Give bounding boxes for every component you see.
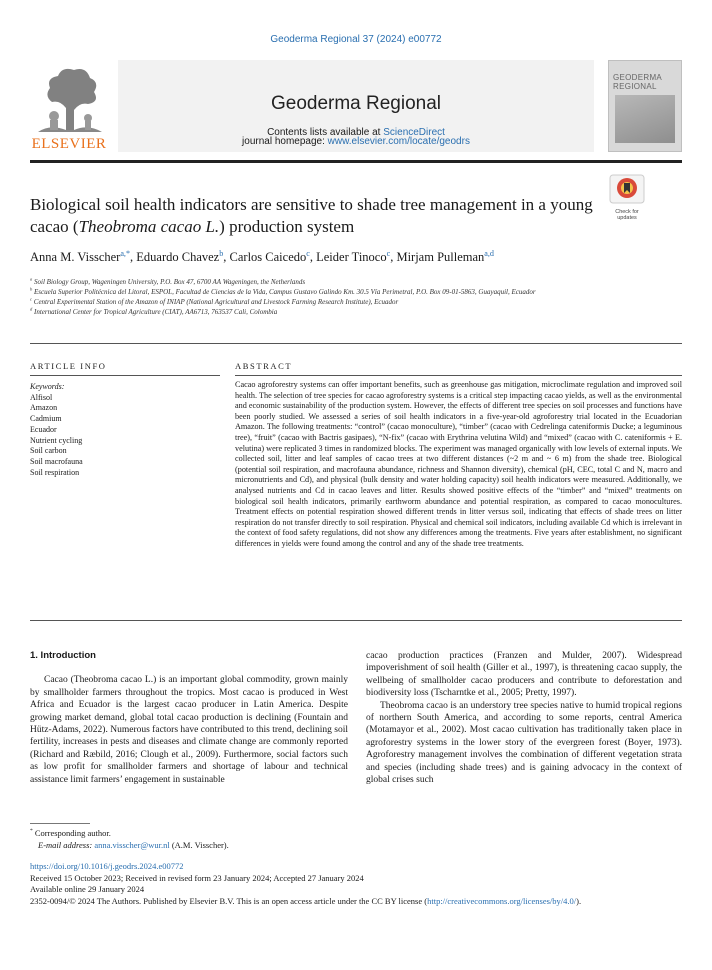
keyword[interactable]: Alfisol (30, 392, 53, 402)
intro-heading: 1. Introduction (30, 650, 96, 661)
cover-title-line1: GEODERMA (613, 73, 663, 82)
keyword[interactable]: Ecuador (30, 424, 57, 434)
article-title (30, 194, 600, 238)
keywords (30, 382, 83, 478)
intro-paragraph: Theobroma cacao is an understory tree species native to humid tropical regions of northern South America, and according to some reports, central America (Motamayor et al., 2002). Most cacao cultivation has traditionally taken place in agroforestry systems in the lower story of the evergreen forest (Boyer, 1973). Agroforestry management involves the combination of different vegetation strata and species (including shade trees) and is gaining advocacy in the context of global crises such (366, 700, 682, 786)
abstract-rule (235, 375, 682, 376)
title-part1: Biological soil health indicators are sensitive to shade tree management in a young cacao ( (30, 195, 593, 236)
abstract-heading: ABSTRACT (235, 361, 293, 371)
crossmark-icon (609, 174, 645, 204)
keyword[interactable]: Cadmium (30, 414, 62, 424)
available-online: Available online 29 January 2024 (30, 884, 145, 894)
journal-cover-image (608, 60, 682, 152)
abstract-text: Cacao agroforestry systems can offer important benefits, such as greenhouse gas mitigation, microclimate regulation and improved soil health. The selection of tree species for cacao agroforestry systems is a critical step impacting cacao yields, as well as the environmental and economic sustainability of the production system. However, the effects of different tree species on soil processes and functions have been poorly studied. We assessed a series of soil health indicators in a five-year-old agroforestry trial located in the Ecuadorian Amazon. The following treatments: “control” (cacao monoculture), “timber” (cacao with Cedrelinga cateniformis Ducke; a leguminous tree), “fruit” (cacao with Bactris gasipaes), “N-fix” (cacao with Erythrina velutina Wild) and “mixed” (cacao with C. cateniformis + E. velutina) were replicated 3 times in randomized blocks. The experiment was managed organically with low levels of external inputs. We collected soil, litter and leaf samples of cacao trees at two different distances (~2 m and ~ 6 m) from the shade tree. Biological (potential soil respiration, and macrofauna abundance, richness and Shannon diversity), chemical (pH, CEC, total C and N, macro and micronutrients and Cd), and physical (bulk density and water holding capacity) soil health indicators were measured. Additionally, we analysed nutrients and Cd in cacao leaves and litter. Results showed positive effects of the “timber” and “mixed” treatments on biological soil health indicators, primarily earthworm abundance and potential respiration, as compared to cacao monocultures. Treatment effects on potential respiration showed different trends in litter versus soil, indicating that effects of shade trees on litter respiration do not transfer directly to soil respiration. Physical and chemical soil indicators, including available Cd which is irrelevant in the context of food safety regulations, did not show any differences among the treatments. Five years after establishment, no significant differences in yields were found among the control and any of the shade tree treatments. (235, 380, 682, 548)
author[interactable]: Carlos Caicedo$^c$, (229, 248, 317, 264)
license-line: 2352-0094/© 2024 The Authors. Published by Elsevier B.V. This is an open access article under the CC BY license (http://creativecommons.org/licenses/by/4.0/). (30, 895, 582, 906)
license-link[interactable]: http://creativecommons.org/licenses/by/4.0/ (427, 895, 577, 906)
doi-link[interactable]: https://doi.org/10.1016/j.geodrs.2024.e00772 (30, 861, 184, 871)
article-footer (30, 861, 690, 907)
article-info-rule (30, 375, 220, 376)
affiliation-list (30, 277, 600, 317)
header-rule (30, 160, 682, 163)
contents-prefix: Contents lists available at (267, 127, 384, 138)
journal-name: Geoderma Regional (270, 93, 442, 114)
intro-paragraph: cacao production practices (Franzen and Mulder, 2007). Widespread impoverishment of soil health (Giller et al., 1997), is threatening cacao supply, the wellbeing of smallholder cacao producers and contribute to deforestation and biodiversity loss (Tscharntke et al., 2005; Pretty, 1997). (366, 651, 682, 699)
article-info-heading: ARTICLE INFO (30, 361, 107, 371)
intro-right-column (366, 650, 682, 786)
keyword[interactable]: Amazon (30, 403, 58, 413)
homepage-line (118, 136, 594, 147)
sciencedirect-link[interactable]: ScienceDirect (383, 127, 445, 138)
elsevier-logo (30, 60, 108, 152)
cover-title (613, 73, 662, 91)
author[interactable]: Anna M. Visscher$^{a,*}$, (30, 248, 137, 264)
check-for-updates-button[interactable] (609, 174, 645, 221)
abstract-end-rule (30, 620, 682, 621)
received-dates: Received 15 October 2023; Received in revised form 23 January 2024; Accepted 27 January 2024 (30, 872, 364, 883)
email-link[interactable]: anna.visscher@wur.nl (94, 839, 170, 850)
keyword[interactable]: Soil respiration (30, 467, 80, 477)
author-list (30, 250, 494, 265)
author[interactable]: Leider Tinoco$^c$, (316, 248, 397, 264)
intro-paragraph: Cacao (Theobroma cacao L.) is an important global commodity, grown mainly by smallholder farmers throughout the tropics. Most cacao is produced in West Africa and Ecuador is the largest cacao producer in Latin America. Despite growing market demand, global total cacao production is declining (Fountain and Hütz-Adams, 2022). Numerous factors have contributed to this trend, declining soil fertility, increases in pests and diseases and climate change are commonly reported (Richard and Ræbild, 2016; Clough et al., 2009). Furthermore, social factors such as low profit for smallholder farmers and shortage of labour and technical assistance limit farmers’ engagement in sustainable (30, 675, 348, 785)
title-species: Theobroma cacao L. (78, 217, 220, 236)
footnote (30, 828, 229, 851)
journal-citation[interactable]: Geoderma Regional 37 (2024) e00772 (270, 34, 442, 45)
keyword[interactable]: Nutrient cycling (30, 435, 83, 445)
publisher-logo-text: ELSEVIER (31, 136, 107, 152)
footnote-rule (30, 823, 90, 824)
author[interactable]: Mirjam Pulleman$^{a,d}$ (396, 248, 494, 264)
email-line: E-mail address: anna.visscher@wur.nl (A.M. Visscher). (38, 839, 229, 850)
journal-header (118, 60, 594, 152)
affiliation: $^d$ International Center for Tropical Agriculture (CIAT), AA6713, 763537 Cali, Colombia (30, 306, 278, 316)
keyword[interactable]: Soil macrofauna (30, 456, 83, 466)
homepage-link[interactable]: www.elsevier.com/locate/geodrs (327, 136, 470, 147)
corresponding-author-note: * Corresponding author. (30, 828, 111, 838)
crossmark-label: Check for updates (615, 209, 639, 221)
title-part2: ) production system (219, 217, 355, 236)
affiliation: $^b$ Escuela Superior Politécnica del Litoral, ESPOL, Facultad de Ciencias de la Vida, Campus Gustavo Galindo Km. 30.5 Vía Perimetral, P.O. Box 09-01-5863, Guayaquil, Ecuador (30, 286, 536, 296)
cover-title-line2: REGIONAL (613, 82, 657, 91)
keyword[interactable]: Soil carbon (30, 446, 67, 456)
affiliation: $^a$ Soil Biology Group, Wageningen University, P.O. Box 47, 6700 AA Wageningen, the Netherlands (30, 276, 306, 286)
affiliation-rule (30, 343, 682, 344)
intro-left-column (30, 650, 348, 786)
affiliation: $^c$ Central Experimental Station of the Amazon of INIAP (National Agricultural and Livestock Farming Research Institute), Ecuador (30, 296, 399, 306)
keywords-label: Keywords: (30, 382, 65, 391)
author[interactable]: Eduardo Chavez$^b$, (136, 248, 230, 264)
homepage-prefix: journal homepage: (242, 136, 328, 147)
